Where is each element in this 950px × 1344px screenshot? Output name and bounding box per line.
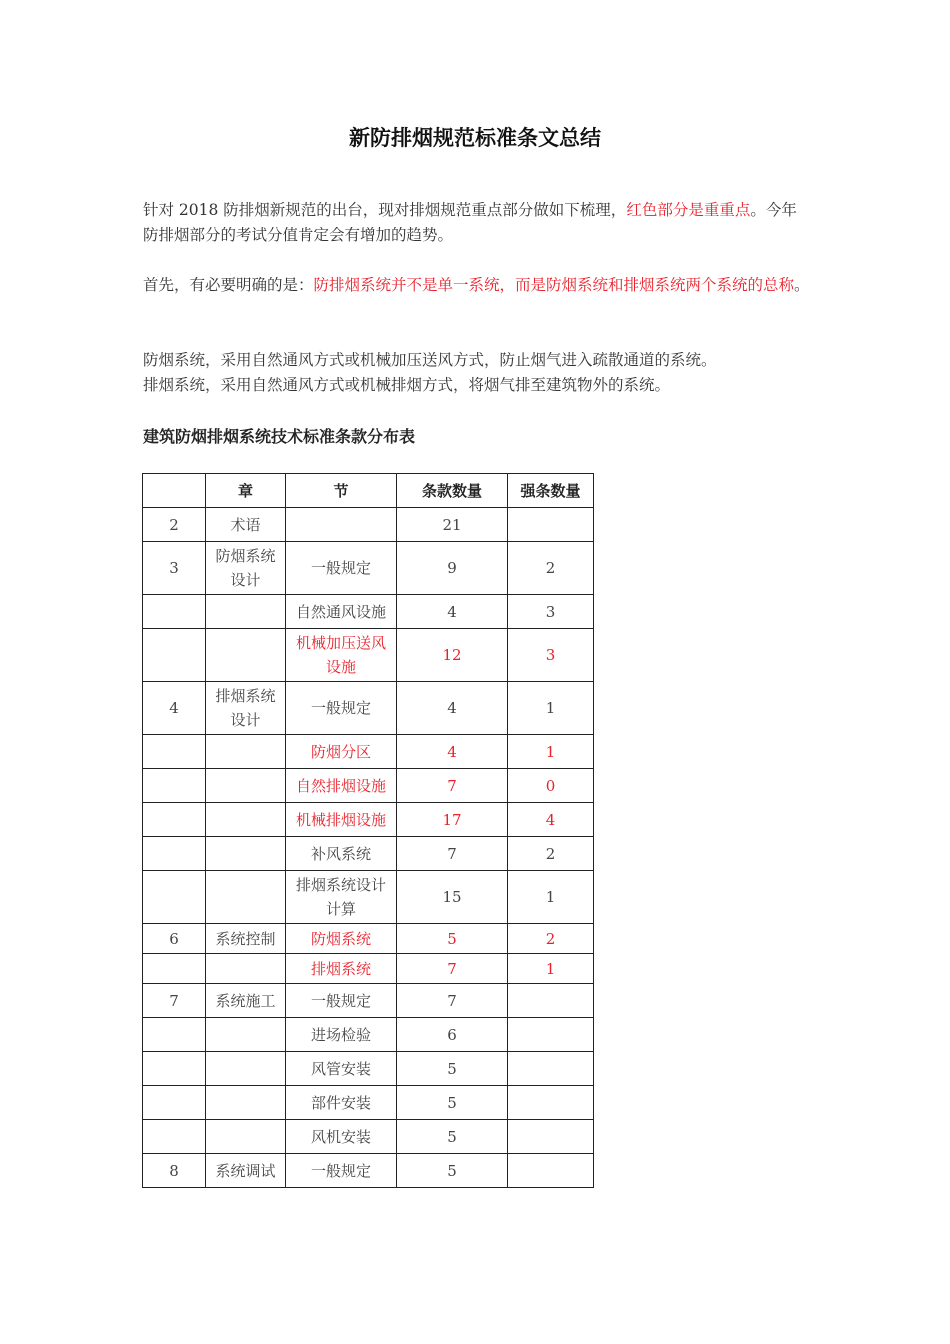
cell-section: 补风系统 bbox=[286, 837, 397, 871]
cell-chapter-name bbox=[206, 1018, 286, 1052]
header-clauses: 条款数量 bbox=[397, 474, 508, 508]
cell-mandatory-count bbox=[508, 1018, 594, 1052]
cell-chapter-name bbox=[206, 595, 286, 629]
cell-clause-count: 7 bbox=[397, 954, 508, 984]
cell-mandatory-count bbox=[508, 1052, 594, 1086]
cell-chapter-name: 排烟系统设计 bbox=[206, 682, 286, 735]
header-chapter: 章 bbox=[206, 474, 286, 508]
cell-chapter-name bbox=[206, 837, 286, 871]
cell-section: 机械排烟设施 bbox=[286, 803, 397, 837]
header-mandatory: 强条数量 bbox=[508, 474, 594, 508]
cell-section: 风机安装 bbox=[286, 1120, 397, 1154]
cell-clause-count: 7 bbox=[397, 769, 508, 803]
cell-clause-count: 6 bbox=[397, 1018, 508, 1052]
cell-clause-count: 5 bbox=[397, 1086, 508, 1120]
first-highlight: 防排烟系统并不是单一系统，而是防烟系统和排烟系统两个系统的总称 bbox=[313, 276, 795, 294]
table-body bbox=[143, 508, 594, 1188]
cell-section: 一般规定 bbox=[286, 682, 397, 735]
cell-mandatory-count: 4 bbox=[508, 803, 594, 837]
table-row bbox=[143, 735, 594, 769]
cell-chapter-name bbox=[206, 803, 286, 837]
cell-mandatory-count: 2 bbox=[508, 542, 594, 595]
cell-section: 一般规定 bbox=[286, 1154, 397, 1188]
cell-chapter-number bbox=[143, 837, 206, 871]
table-row bbox=[143, 1120, 594, 1154]
definition-smoke-exhaust: 排烟系统，采用自然通风方式或机械排烟方式，将烟气排至建筑物外的系统。 bbox=[143, 376, 671, 394]
cell-chapter-number bbox=[143, 1120, 206, 1154]
table-row bbox=[143, 1052, 594, 1086]
cell-chapter-number bbox=[143, 629, 206, 682]
cell-chapter-number: 4 bbox=[143, 682, 206, 735]
cell-mandatory-count: 0 bbox=[508, 769, 594, 803]
cell-chapter-number bbox=[143, 769, 206, 803]
cell-chapter-name bbox=[206, 769, 286, 803]
cell-chapter-number bbox=[143, 735, 206, 769]
cell-section: 防烟系统 bbox=[286, 924, 397, 954]
cell-clause-count: 4 bbox=[397, 735, 508, 769]
intro-paragraph bbox=[143, 198, 811, 248]
cell-mandatory-count: 1 bbox=[508, 682, 594, 735]
table-row bbox=[143, 1154, 594, 1188]
cell-clause-count: 7 bbox=[397, 837, 508, 871]
table-row bbox=[143, 508, 594, 542]
first-tail: 。 bbox=[794, 276, 810, 294]
cell-chapter-name bbox=[206, 1052, 286, 1086]
cell-clause-count: 7 bbox=[397, 984, 508, 1018]
cell-chapter-number bbox=[143, 595, 206, 629]
cell-section: 排烟系统设计计算 bbox=[286, 871, 397, 924]
table-row bbox=[143, 595, 594, 629]
cell-mandatory-count: 3 bbox=[508, 595, 594, 629]
cell-chapter-number: 6 bbox=[143, 924, 206, 954]
cell-chapter-name bbox=[206, 735, 286, 769]
cell-clause-count: 21 bbox=[397, 508, 508, 542]
cell-mandatory-count bbox=[508, 508, 594, 542]
table-row bbox=[143, 769, 594, 803]
first-paragraph bbox=[143, 273, 811, 298]
cell-chapter-number bbox=[143, 1086, 206, 1120]
cell-clause-count: 5 bbox=[397, 1154, 508, 1188]
cell-chapter-name bbox=[206, 871, 286, 924]
clause-distribution-table bbox=[142, 473, 594, 1188]
cell-mandatory-count: 1 bbox=[508, 954, 594, 984]
table-row bbox=[143, 1086, 594, 1120]
table-row bbox=[143, 629, 594, 682]
table-row bbox=[143, 542, 594, 595]
cell-chapter-name bbox=[206, 1120, 286, 1154]
header-index bbox=[143, 474, 206, 508]
cell-chapter-number bbox=[143, 871, 206, 924]
cell-clause-count: 5 bbox=[397, 1052, 508, 1086]
first-text: 首先，有必要明确的是： bbox=[143, 276, 314, 294]
header-section: 节 bbox=[286, 474, 397, 508]
cell-chapter-number: 8 bbox=[143, 1154, 206, 1188]
table-row bbox=[143, 837, 594, 871]
cell-chapter-name bbox=[206, 629, 286, 682]
cell-mandatory-count: 1 bbox=[508, 871, 594, 924]
cell-chapter-name: 系统调试 bbox=[206, 1154, 286, 1188]
cell-chapter-number bbox=[143, 954, 206, 984]
cell-chapter-name: 防烟系统设计 bbox=[206, 542, 286, 595]
cell-chapter-name bbox=[206, 1086, 286, 1120]
table-row bbox=[143, 924, 594, 954]
cell-section: 排烟系统 bbox=[286, 954, 397, 984]
cell-mandatory-count: 2 bbox=[508, 837, 594, 871]
cell-clause-count: 9 bbox=[397, 542, 508, 595]
table-row bbox=[143, 871, 594, 924]
cell-mandatory-count bbox=[508, 1120, 594, 1154]
table-row bbox=[143, 1018, 594, 1052]
cell-clause-count: 5 bbox=[397, 1120, 508, 1154]
table-row bbox=[143, 984, 594, 1018]
cell-clause-count: 12 bbox=[397, 629, 508, 682]
cell-chapter-name: 系统施工 bbox=[206, 984, 286, 1018]
cell-mandatory-count: 1 bbox=[508, 735, 594, 769]
cell-section: 防烟分区 bbox=[286, 735, 397, 769]
table-header-row bbox=[143, 474, 594, 508]
table-row bbox=[143, 954, 594, 984]
cell-section: 部件安装 bbox=[286, 1086, 397, 1120]
cell-mandatory-count: 2 bbox=[508, 924, 594, 954]
document-title: 新防排烟规范标准条文总结 bbox=[349, 126, 601, 150]
cell-mandatory-count bbox=[508, 984, 594, 1018]
table-title: 建筑防烟排烟系统技术标准条款分布表 bbox=[143, 427, 416, 446]
cell-chapter-name: 术语 bbox=[206, 508, 286, 542]
cell-chapter-number bbox=[143, 803, 206, 837]
cell-clause-count: 4 bbox=[397, 595, 508, 629]
cell-chapter-number: 3 bbox=[143, 542, 206, 595]
cell-chapter-name bbox=[206, 954, 286, 984]
cell-section: 自然通风设施 bbox=[286, 595, 397, 629]
intro-tail: 。今年防排烟部分的考试分值肯定会有增加的趋势。 bbox=[143, 201, 797, 244]
cell-chapter-number bbox=[143, 1018, 206, 1052]
cell-clause-count: 15 bbox=[397, 871, 508, 924]
cell-section: 一般规定 bbox=[286, 542, 397, 595]
cell-section: 一般规定 bbox=[286, 984, 397, 1018]
cell-chapter-number bbox=[143, 1052, 206, 1086]
cell-section: 机械加压送风设施 bbox=[286, 629, 397, 682]
intro-text: 针对 2018 防排烟新规范的出台，现对排烟规范重点部分做如下梳理， bbox=[143, 201, 627, 219]
cell-mandatory-count bbox=[508, 1154, 594, 1188]
cell-mandatory-count bbox=[508, 1086, 594, 1120]
cell-chapter-name: 系统控制 bbox=[206, 924, 286, 954]
cell-chapter-number: 7 bbox=[143, 984, 206, 1018]
definitions-paragraph bbox=[143, 348, 811, 398]
cell-section: 进场检验 bbox=[286, 1018, 397, 1052]
cell-clause-count: 17 bbox=[397, 803, 508, 837]
table-row bbox=[143, 682, 594, 735]
intro-highlight: 红色部分是重重点 bbox=[626, 201, 751, 219]
cell-chapter-number: 2 bbox=[143, 508, 206, 542]
cell-section: 风管安装 bbox=[286, 1052, 397, 1086]
cell-clause-count: 4 bbox=[397, 682, 508, 735]
table-row bbox=[143, 803, 594, 837]
cell-clause-count: 5 bbox=[397, 924, 508, 954]
cell-section bbox=[286, 508, 397, 542]
cell-section: 自然排烟设施 bbox=[286, 769, 397, 803]
definition-smoke-control: 防烟系统，采用自然通风方式或机械加压送风方式，防止烟气进入疏散通道的系统。 bbox=[143, 351, 717, 369]
cell-mandatory-count: 3 bbox=[508, 629, 594, 682]
